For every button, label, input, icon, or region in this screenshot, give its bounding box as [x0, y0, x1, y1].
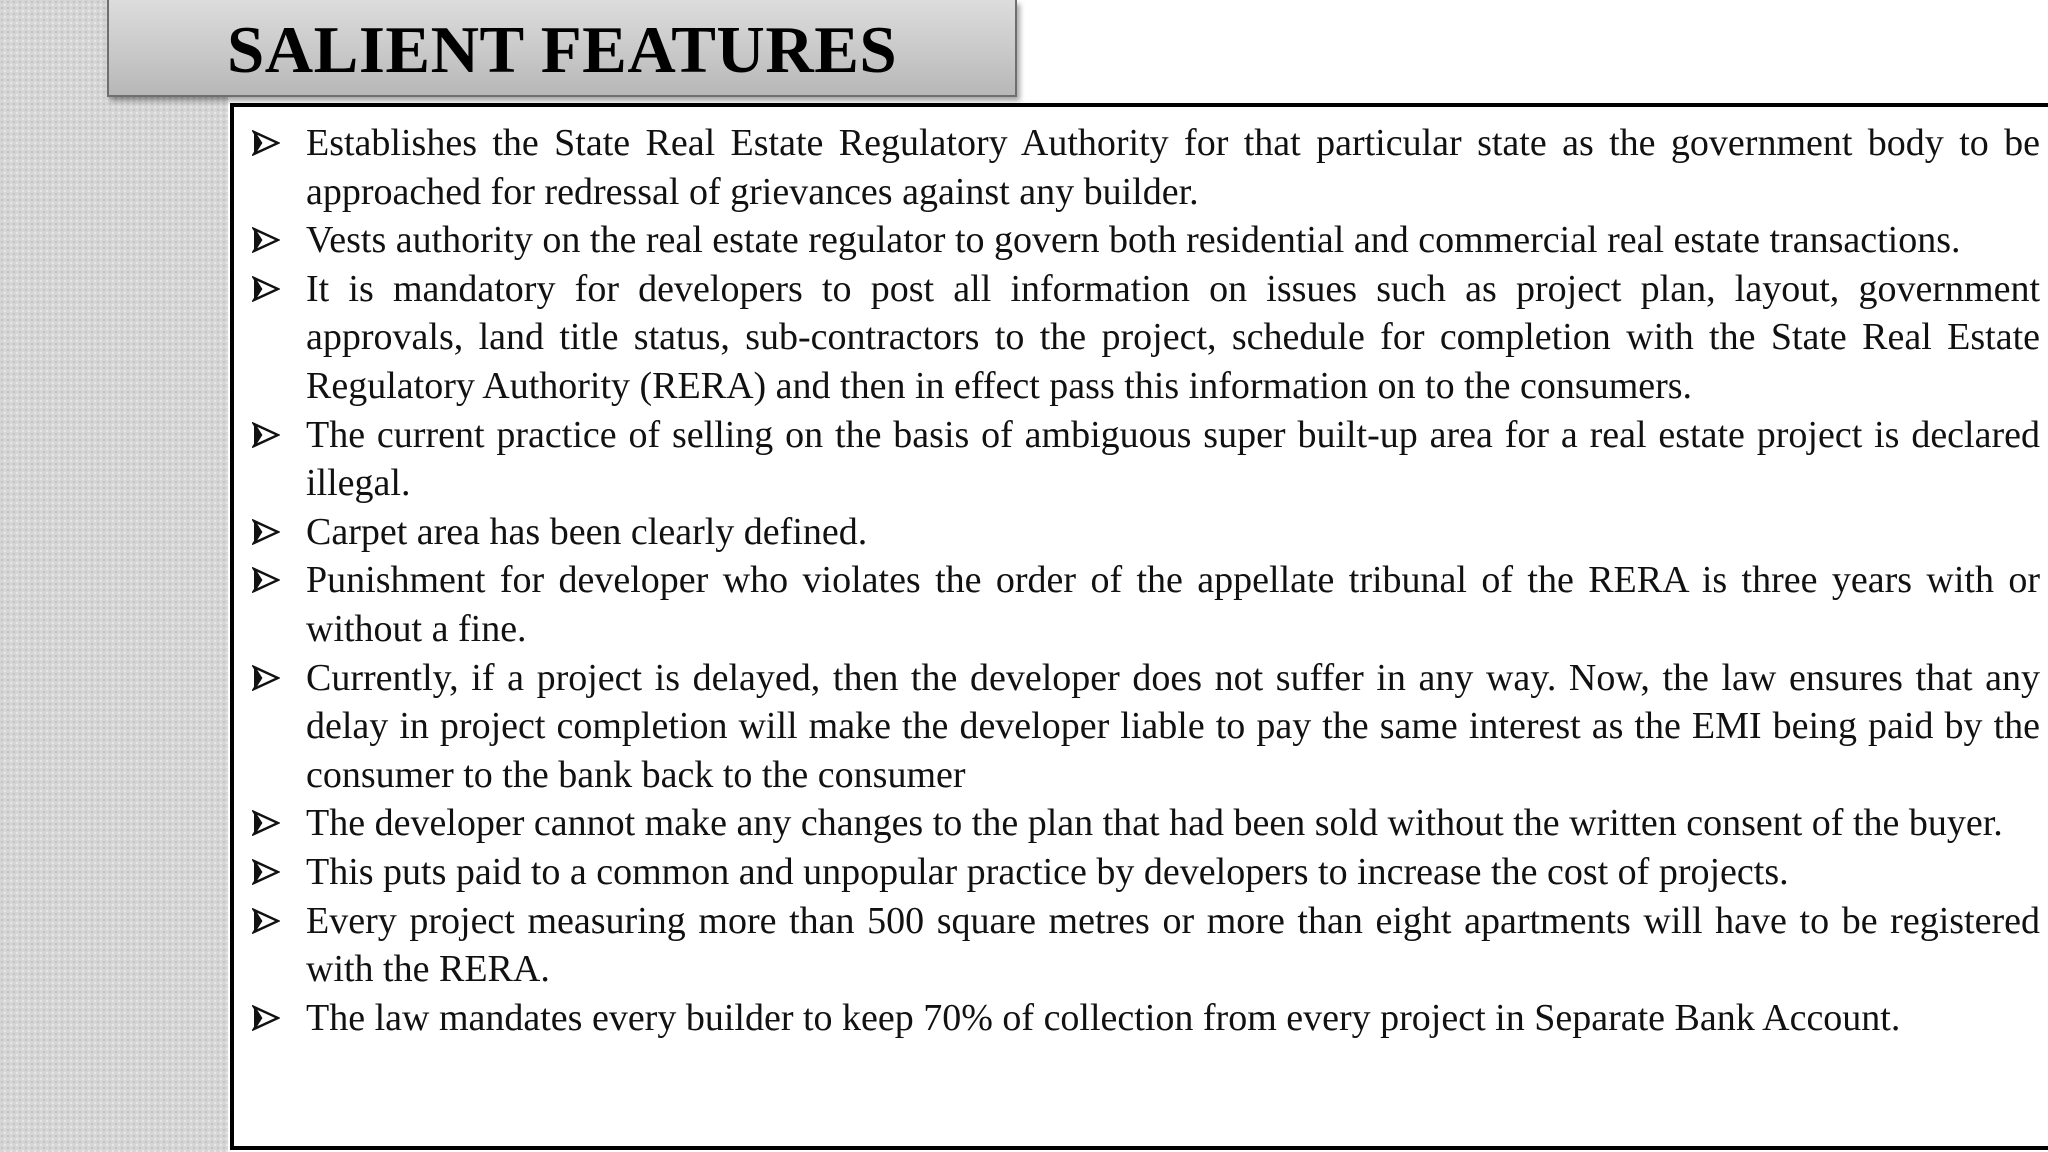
feature-item: [234, 897, 2040, 994]
feature-item: [234, 411, 2040, 508]
arrowhead-bullet-icon: [252, 130, 280, 156]
feature-text: This puts paid to a common and unpopular practice by developers to increase the cost of projects.: [306, 850, 1789, 893]
side-texture-panel: [0, 0, 228, 1152]
feature-item: [234, 119, 2040, 216]
feature-text: Every project measuring more than 500 square metres or more than eight apartments will have to be registered with the RERA.: [306, 899, 2040, 991]
arrowhead-bullet-icon: [252, 519, 280, 545]
feature-text: Punishment for developer who violates the order of the appellate tribunal of the RERA is three years with or without a fine.: [306, 559, 2040, 650]
arrowhead-bullet-icon: [252, 810, 280, 836]
feature-text: The developer cannot make any changes to the plan that had been sold without the written consent of the buyer.: [306, 802, 2003, 845]
feature-list: [234, 107, 2048, 1042]
arrowhead-bullet-icon: [252, 908, 280, 934]
feature-text: It is mandatory for developers to post all information on issues such as project plan, layout, government approvals, land title status, sub-contractors to the project, schedule for completion with the State Real Estate Regulatory Authority (RERA) and then in effect pass this information on to the consumers.: [306, 267, 2040, 407]
arrowhead-bullet-icon: [252, 227, 280, 253]
slide-title: SALIENT FEATURES: [227, 13, 898, 87]
feature-item: [234, 799, 2040, 848]
arrowhead-bullet-icon: [252, 1005, 280, 1031]
feature-item: [234, 216, 2040, 265]
feature-item: [234, 556, 2040, 653]
arrowhead-bullet-icon: [252, 422, 280, 448]
arrowhead-bullet-icon: [252, 859, 280, 885]
features-content-box: [230, 103, 2048, 1150]
arrowhead-bullet-icon: [252, 665, 280, 691]
feature-item: [234, 654, 2040, 800]
feature-text: Carpet area has been clearly defined.: [306, 510, 868, 553]
feature-item: [234, 508, 2040, 557]
feature-item: [234, 848, 2040, 897]
feature-text: The current practice of selling on the basis of ambiguous super built-up area for a real estate project is declared illegal.: [306, 413, 2040, 505]
arrowhead-bullet-icon: [252, 276, 280, 302]
feature-item: [234, 994, 2040, 1043]
feature-text: Establishes the State Real Estate Regulatory Authority for that particular state as the government body to be approached for redressal of grievances against any builder.: [306, 122, 2040, 213]
feature-text: The law mandates every builder to keep 70% of collection from every project in Separate Bank Account.: [306, 996, 1901, 1039]
feature-text: Currently, if a project is delayed, then the developer does not suffer in any way. Now, the law ensures that any delay in project completion will make the developer liable to pay the same interest as the EMI being paid by the consumer to the bank back to the consumer: [306, 656, 2040, 796]
feature-item: [234, 265, 2040, 411]
feature-text: Vests authority on the real estate regulator to govern both residential and commercial real estate transactions.: [306, 219, 1961, 262]
title-banner: [107, 0, 1017, 97]
arrowhead-bullet-icon: [252, 567, 280, 593]
